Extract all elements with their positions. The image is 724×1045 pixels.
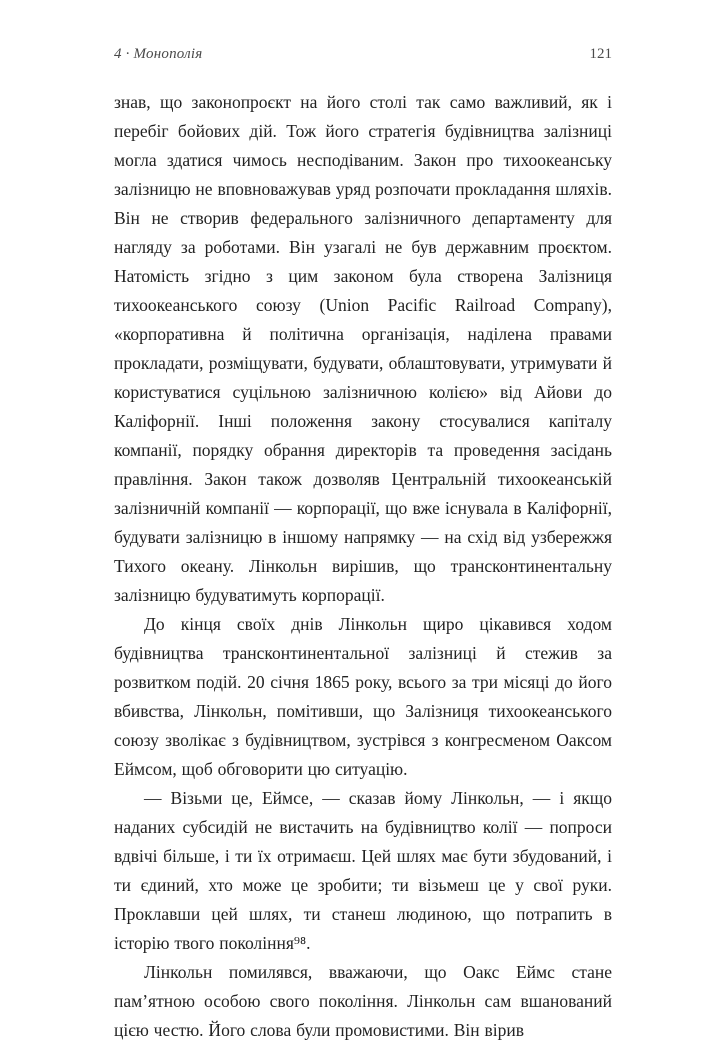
- body-text: [114, 88, 612, 1045]
- paragraph: знав, що законопроєкт на його столі так само важливий, як і перебіг бойових дій. Тож його стратегія будівництва залізниці могла здатися чимось несподіваним. Закон про тихоокеанську залізницю не вповноважував уряд розпочати прокладання шляхів. Він не створив федерального залізничного департаменту для нагляду за роботами. Він узагалі не був державним проєктом. Натомість згідно з цим законом була створена Залізниця тихоокеанського союзу (Union Pacific Railroad Company), «корпоративна й політична організація, наділена правами прокладати, розміщувати, будувати, облаштовувати, утримувати й користуватися суцільною залізничною колією» від Айови до Каліфорнії. Інші положення закону стосувалися капіталу компанії, порядку обрання директорів та проведення засідань правління. Закон також дозволяв Центральній тихоокеанській залізничній компанії — корпорації, що вже існувала в Каліфорнії, будувати залізницю в іншому напрямку — на схід від узбережжя Тихого океану. Лінкольн вирішив, що трансконтинентальну залізницю будуватимуть корпорації.: [114, 92, 612, 605]
- running-head: [114, 46, 612, 63]
- paragraph: До кінця своїх днів Лінкольн щиро цікавився ходом будівництва трансконтинентальної залізниці й стежив за розвитком подій. 20 січня 1865 року, всього за три місяці до його вбивства, Лінкольн, помітивши, що Залізниця тихоокеанського союзу зволікає з будівництвом, зустрівся з конгресменом Оаксом Еймсом, щоб обговорити цю ситуацію.: [114, 614, 612, 779]
- page-number: 121: [589, 46, 612, 62]
- chapter-title: 4 · Монополія: [114, 46, 203, 62]
- paragraph: Лінкольн помилявся, вважаючи, що Оакс Еймс стане пам’ятною особою свого покоління. Лінкольн сам вшанований цією честю. Його слова були промовистими. Він вірив: [114, 962, 612, 1040]
- paragraph: — Візьми це, Еймсе, — сказав йому Лінкольн, — і якщо наданих субсидій не вистачить на будівництво колії — попроси вдвічі більше, і ти їх отримаєш. Цей шлях має бути збудований, і ти єдиний, хто може це зробити; ти візьмеш це у свої руки. Проклавши цей шлях, ти станеш людиною, що потрапить в історію твого покоління⁹⁸.: [114, 788, 612, 953]
